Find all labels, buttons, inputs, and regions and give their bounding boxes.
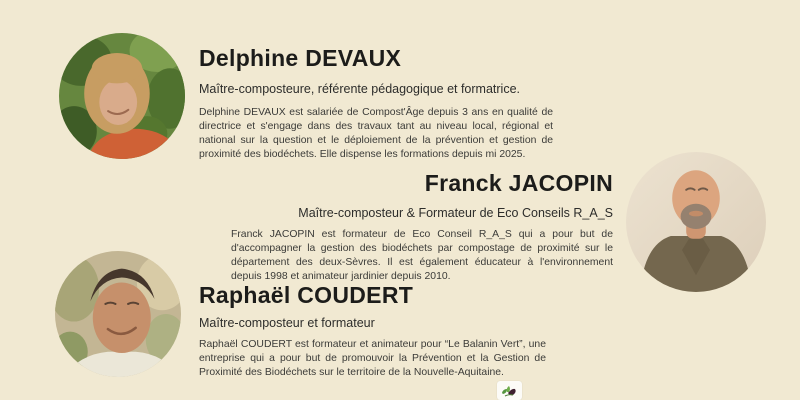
profile-role: Maître-composteur & Formateur de Eco Conseils R_A_S [298,205,613,220]
smiling-man-portrait-illustration [55,251,181,377]
profile-bio: Raphaël COUDERT est formateur et animateur pour “Le Balanin Vert”, une entreprise qui a pour but de promouvoir la Prévention et la Gestion de Proximité des Biodéchets sur le territoire de la Nouvelle-Aquitaine. [199,338,546,378]
woman-portrait-illustration [59,33,185,159]
profile-franck-jacopin [231,171,613,284]
photo-raphael-coudert [55,251,181,377]
profile-bio: Delphine DEVAUX est salariée de Compost'Âge depuis 3 ans en qualité de directrice et s'engage dans des travaux tant au niveau local, régional et national sur la question et le déploiement de la prévention et gestion de proximité des biodéchets. Elle dispense les formations depuis mi 2025. [199,106,553,160]
profile-role: Maître-composteur et formateur [199,315,375,330]
profile-bio: Franck JACOPIN est formateur de Eco Conseil R_A_S qui a pour but de d'accompagner la gestion des biodéchets par compostage de proximité sur le département des deux-Sèvres. Il est également éducateur à l'environnement depuis 1998 et animateur jardinier depuis 2010. [231,228,613,282]
profile-role: Maître-composteure, référente pédagogique et formatrice. [199,81,521,96]
photo-franck-jacopin [626,152,766,292]
profile-raphael-coudert [199,283,546,380]
profile-name: Franck JACOPIN [424,170,613,196]
profile-delphine-devaux [199,46,553,162]
profile-name: Raphaël COUDERT [199,282,414,308]
sprout-leaf-icon [500,384,519,398]
sprout-logo [497,381,522,400]
bald-man-portrait-illustration [626,152,766,292]
profile-name: Delphine DEVAUX [199,45,402,71]
photo-delphine-devaux [59,33,185,159]
